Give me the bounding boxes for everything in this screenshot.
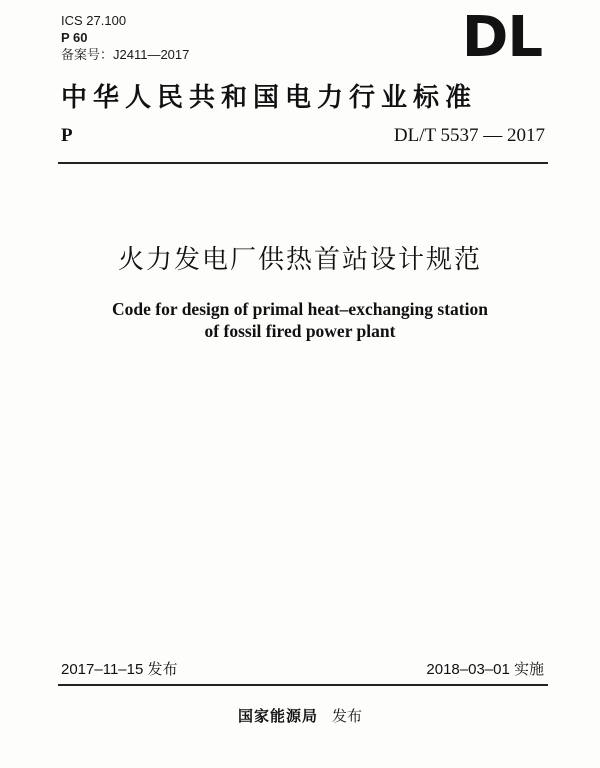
category-letter: P [61,125,73,146]
publisher-name: 国家能源局 [237,707,318,725]
standard-number: DL/T 5537 — 2017 [393,125,545,146]
record-number: 备案号：J2411—2017 [61,47,190,62]
effective-date: 2018–03–01 实施 [426,661,544,678]
publisher [0,706,600,726]
dl-logo: DL [461,5,542,70]
document-title-english-line-2: of fossil fired power plant [204,321,396,341]
header-divider [58,162,548,164]
publisher-suffix: 发布 [332,707,363,725]
footer-divider [58,684,548,686]
document-title-english-line-1: Code for design of primal heat–exchanging station [112,299,488,319]
document-title-chinese: 火力发电厂供热首站设计规范 [117,245,482,275]
publish-date: 2017–11–15 发布 [61,661,178,678]
ics-code: ICS 27.100 [61,13,127,28]
standard-title: 中华人民共和国电力行业标准 [61,83,478,113]
category-code: P 60 [61,30,88,45]
